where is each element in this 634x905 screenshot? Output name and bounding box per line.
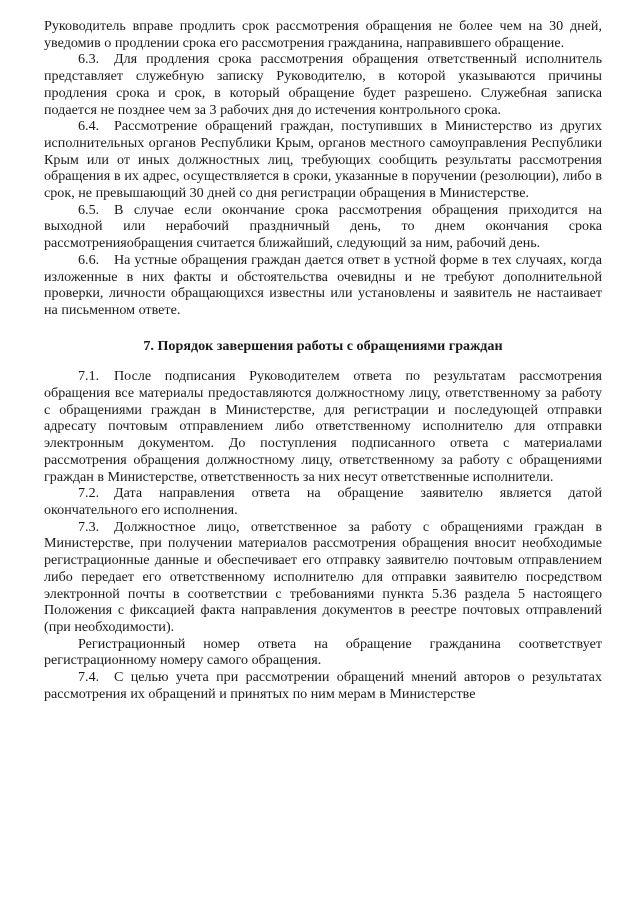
item-text: Дата направления ответа на обращение заявителю является датой окончательного его исполнения.: [44, 485, 602, 518]
item-6-6: [44, 252, 602, 319]
item-text: С целью учета при рассмотрении обращений мнений авторов о результатах рассмотрения их обращений и принятых по ним мерам в Министерстве: [44, 669, 602, 702]
item-number: 6.3.: [78, 51, 100, 68]
item-number: 7.3.: [78, 518, 100, 535]
item-7-2: [44, 485, 602, 518]
item-6-3: [44, 51, 602, 118]
item-number: 7.2.: [78, 485, 100, 502]
item-number: 7.1.: [78, 368, 100, 385]
item-text: Рассмотрение обращений граждан, поступивших в Министерство из других исполнительных органов Республики Крым, органов местного самоуправления Республики Крым или от иных должностных лиц, требующих сообщить результаты рассмотрения обращения в их адрес, осуществляется в сроки, указанные в поручении (резолюции), либо в срок, не превышающий 30 дней со дня регистрации обращения в Министерстве.: [44, 118, 602, 202]
spacer: [44, 354, 602, 368]
item-7-1: [44, 368, 602, 485]
item-6-4: [44, 118, 602, 202]
item-text: На устные обращения граждан дается ответ в устной форме в тех случаях, когда изложенные в них факты и обстоятельства очевидны и не требуют дополнительной проверки, личности обращающихся известны или установлены и заявитель не настаивает на письменном ответе.: [44, 251, 602, 318]
item-text: Должностное лицо, ответственное за работу с обращениями граждан в Министерстве, при получении материалов рассмотрения обращения вносит необходимые регистрационные данные и обеспечивает его отправку заявителю почтовым отправлением либо передает его ответственному исполнителю для отправки заявителю посредством электронной почты в соответствии с требованиями пункта 5.36 раздела 5 настоящего Положения с фиксацией факта направления документов в реестре почтовых отправлений (при необходимости).: [44, 518, 602, 635]
item-7-3: [44, 519, 602, 636]
registration-paragraph: Регистрационный номер ответа на обращение гражданина соответствует регистрационному номеру самого обращения.: [44, 635, 602, 669]
item-number: 6.5.: [78, 201, 100, 218]
section-heading: 7. Порядок завершения работы с обращениями граждан: [143, 337, 503, 354]
item-text: Для продления срока рассмотрения обращения ответственный исполнитель представляет служебную записку Руководителю, в которой указываются причины продления срока и срок, в который обращение будет разрешено. Служебная записка подается не позднее чем за 3 рабочих дня до истечения контрольного срока.: [44, 51, 602, 118]
item-text: После подписания Руководителем ответа по результатам рассмотрения обращения все материалы предоставляются должностному лицу, ответственному за работу с обращениями граждан в Министерстве, для регистрации и последующей отправки адресату почтовым отправлением либо ответственному исполнителю для отправки электронным документом. До поступления подписанного ответа с материалами рассмотрения обращения должностному лицу, ответственному за работу с обращениями граждан в Министерстве, ответственность за них несут ответственные исполнители.: [44, 368, 602, 485]
spacer: [44, 319, 602, 338]
item-number: 6.4.: [78, 118, 100, 135]
continuation-paragraph: Руководитель вправе продлить срок рассмотрения обращения не более чем на 30 дней, уведомив о продлении срока его рассмотрения гражданина, направившего обращение.: [44, 18, 602, 51]
item-7-4: [44, 669, 602, 702]
item-number: 7.4.: [78, 669, 100, 686]
item-6-5: [44, 202, 602, 252]
item-text: В случае если окончание срока рассмотрения обращения приходится на выходной или нерабочий праздничный день, то днем окончания срока рассмотренияобращения считается ближайший, следующий за ним, рабочий день.: [44, 201, 602, 252]
item-number: 6.6.: [78, 251, 100, 268]
